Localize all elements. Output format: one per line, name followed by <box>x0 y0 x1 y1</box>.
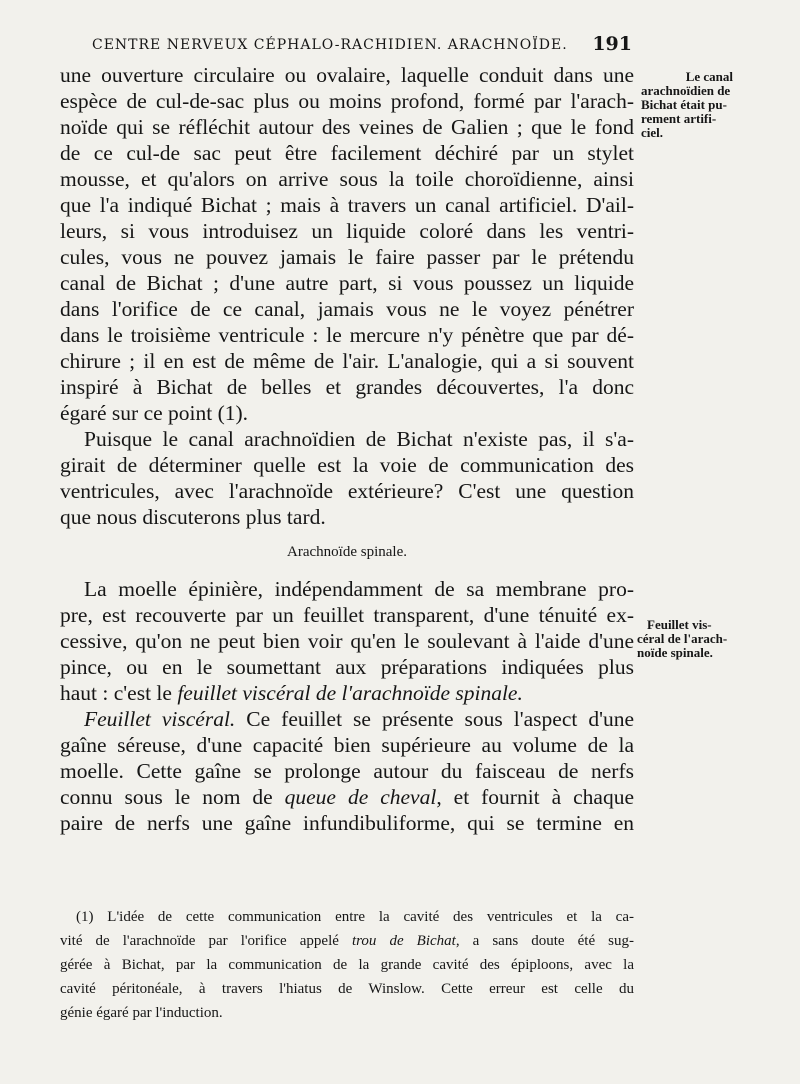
text-line: pre, est recouverte par un feuillet transparent, d'une ténuité ex- <box>60 603 634 627</box>
running-title: CENTRE NERVEUX CÉPHALO-RACHIDIEN. ARACHNOÏDE. <box>92 37 568 53</box>
footnote-line: cavité péritonéale, à travers l'hiatus de Winslow. Cette erreur est celle du <box>60 981 634 997</box>
text-run: Ce feuillet se présente sous l'aspect d'une <box>235 707 635 731</box>
text-line <box>60 706 634 732</box>
body-text <box>60 62 634 836</box>
paragraph-2 <box>60 426 634 530</box>
footnote-line <box>60 929 634 953</box>
text-run: , et fournit à chaque <box>436 785 635 809</box>
text-line: dans le troisième ventricule : le mercure n'y pénètre que par dé- <box>60 323 634 347</box>
text-run: , a sans doute été sug- <box>455 933 634 949</box>
text-line: cessive, qu'on ne peut bien voir qu'en le soulevant à l'aide d'une <box>60 629 634 653</box>
text-line: que nous discuterons plus tard. <box>60 505 326 529</box>
text-line: dans l'orifice de ce canal, jamais vous ne le voyez pénétrer <box>60 297 634 321</box>
margin-note-feuillet <box>637 618 729 660</box>
margin-note-line: Feuillet vis- <box>647 617 712 632</box>
text-line: paire de nerfs une gaîne infundibuliforme, qui se termine en <box>60 811 634 835</box>
text-line: Puisque le canal arachnoïdien de Bichat n'existe pas, il s'a- <box>84 427 634 451</box>
text-line: que l'a indiqué Bichat ; mais à travers un canal artificiel. D'ail- <box>60 193 634 217</box>
italic-term: queue de cheval <box>284 785 437 809</box>
text-line: de ce cul-de sac peut être facilement déchiré par un stylet <box>60 141 634 165</box>
text-line: girait de déterminer quelle est la voie de communication des <box>60 453 634 477</box>
page-number: 191 <box>592 33 632 55</box>
section-heading: Arachnoïde spinale. <box>287 544 407 560</box>
footnote-line: (1) L'idée de cette communication entre la cavité des ventricules et la ca- <box>76 909 634 925</box>
text-line: leurs, si vous introduisez un liquide coloré dans les ventri- <box>60 219 634 243</box>
text-line: moelle. Cette gaîne se prolonge autour du faisceau de nerfs <box>60 759 634 783</box>
italic-term: feuillet viscéral de l'arachnoïde spinale. <box>177 681 523 705</box>
text-line: cules, vous ne pouvez jamais le faire passer par le prétendu <box>60 245 634 269</box>
paragraph-3 <box>60 576 634 706</box>
text-line: gaîne séreuse, d'une capacité bien supérieure au volume de la <box>60 733 634 757</box>
text-run: connu sous le nom de <box>60 785 285 809</box>
text-line <box>60 784 634 810</box>
italic-term: Feuillet viscéral. <box>84 707 236 731</box>
paragraph-4 <box>60 706 634 836</box>
margin-note-line: noïde spinale. <box>637 645 713 660</box>
text-line <box>60 680 634 706</box>
margin-note-line: céral de l'arach- <box>637 631 728 646</box>
text-line: égaré sur ce point (1). <box>60 401 249 425</box>
paragraph-1 <box>60 62 634 426</box>
footnote-line: gérée à Bichat, par la communication de la grande cavité des épiploons, avec la <box>60 957 634 973</box>
text-run: haut : c'est le <box>60 681 178 705</box>
footnote-line: génie égaré par l'induction. <box>60 1005 223 1021</box>
margin-note-line: rement artifi- <box>641 111 717 126</box>
margin-note-line: arachnoïdien de <box>641 83 731 98</box>
footnote <box>60 905 634 1025</box>
text-line: canal de Bichat ; d'une autre part, si vous poussez un liquide <box>60 271 634 295</box>
text-run: vité de l'arachnoïde par l'orifice appelé <box>60 933 352 949</box>
text-line: espèce de cul-de-sac plus ou moins profond, formé par l'arach- <box>60 89 634 113</box>
page-header <box>92 33 632 57</box>
text-line: noïde qui se réfléchit autour des veines de Galien ; que le fond <box>60 115 634 139</box>
margin-note-line: ciel. <box>641 125 664 140</box>
margin-note-canal <box>641 70 733 140</box>
margin-note-line: Le canal <box>685 69 733 84</box>
text-line: mousse, et qu'alors on arrive sous la toile choroïdienne, ainsi <box>60 167 634 191</box>
text-line: pince, ou en le soumettant aux préparations indiquées plus <box>60 655 634 679</box>
text-line: chirure ; il en est de même de l'air. L'analogie, qui a si souvent <box>60 349 634 373</box>
text-line: une ouverture circulaire ou ovalaire, laquelle conduit dans une <box>60 63 634 87</box>
text-line: ventricules, avec l'arachnoïde extérieure? C'est une question <box>60 479 634 503</box>
text-line: inspiré à Bichat de belles et grandes découvertes, l'a donc <box>60 375 634 399</box>
margin-note-line: Bichat était pu- <box>641 97 727 112</box>
italic-term: trou de Bichat <box>351 933 456 949</box>
text-line: La moelle épinière, indépendamment de sa membrane pro- <box>84 577 634 601</box>
